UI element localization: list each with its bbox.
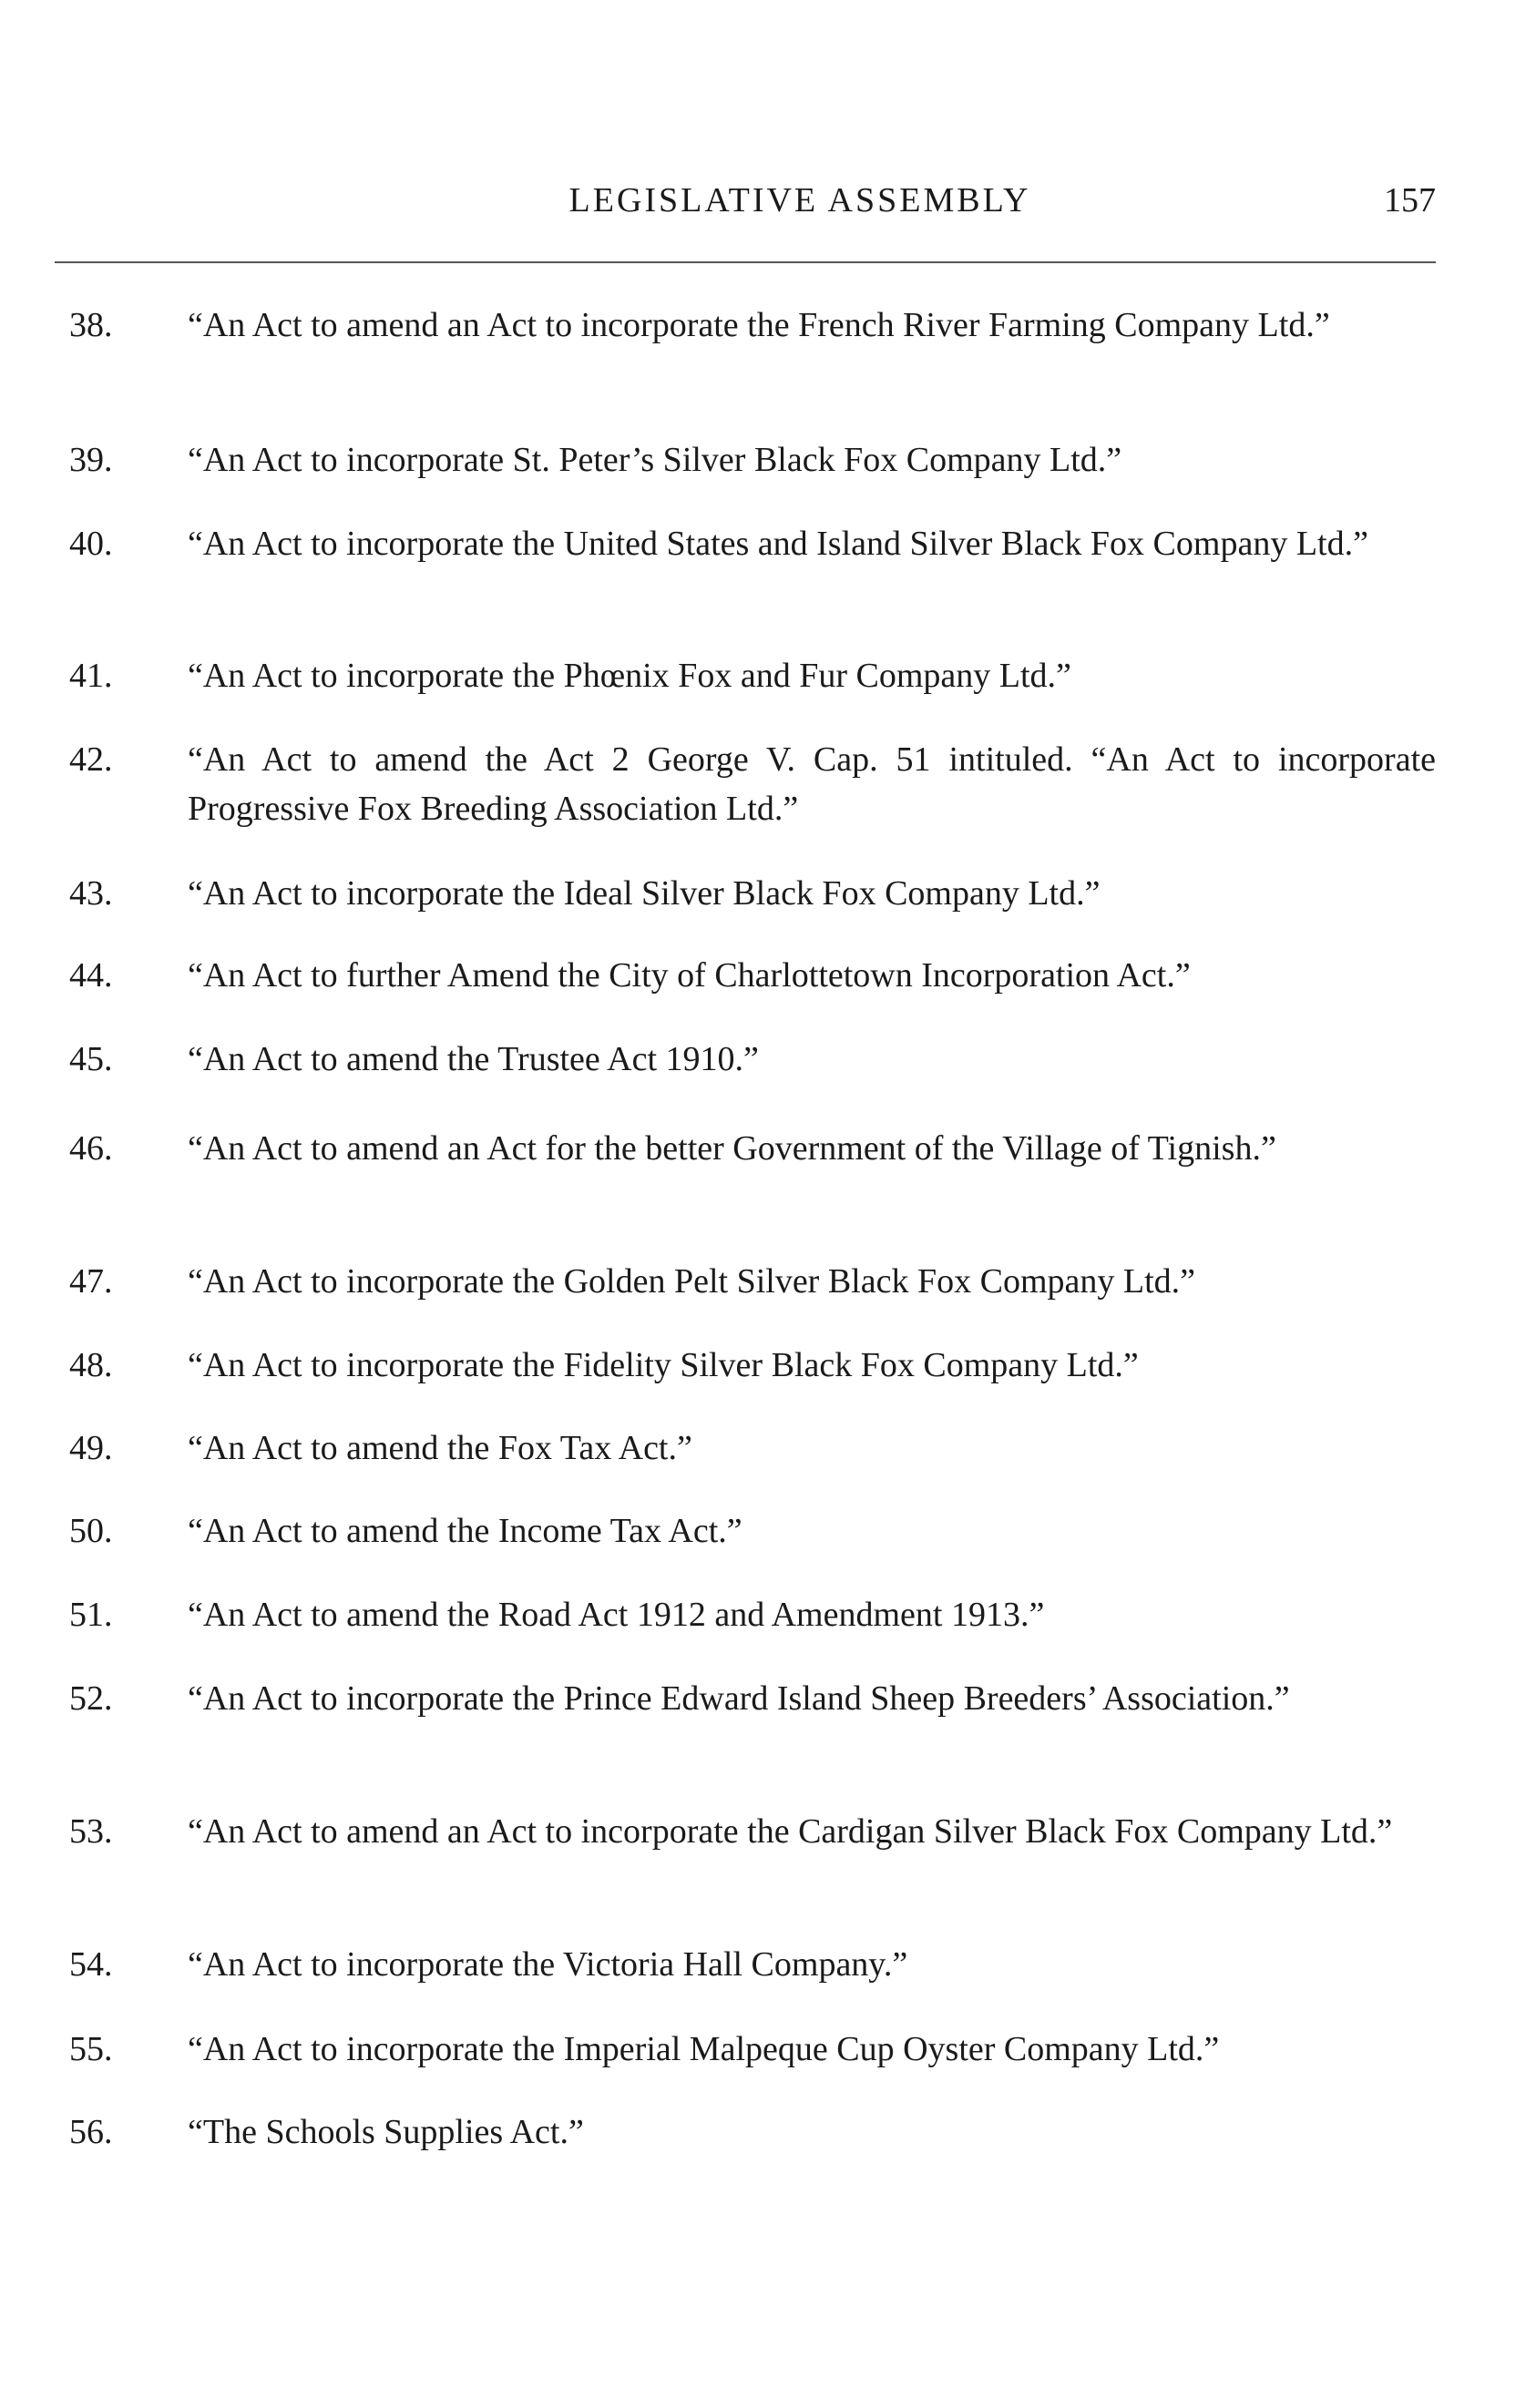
item-text: “An Act to amend the Act 2 George V. Cap. 51 intituled. “An Act to incorporate Progressive Fox Breeding Association Ltd.” <box>188 740 1436 828</box>
item-number: 43. <box>69 874 113 913</box>
item-text: “An Act to incorporate the Phœnix Fox and Fur Company Ltd.” <box>188 657 1071 695</box>
item-text: “An Act to amend the Fox Tax Act.” <box>188 1429 692 1467</box>
list-item <box>69 1124 1436 1173</box>
page-header <box>164 173 1436 228</box>
item-number: 38. <box>69 306 113 344</box>
item-text: “An Act to amend an Act to incorporate the French River Farming Company Ltd.” <box>188 306 1330 344</box>
item-text: “An Act to incorporate the Imperial Malpeque Cup Oyster Company Ltd.” <box>188 2030 1220 2068</box>
item-text: “An Act to incorporate the Golden Pelt Silver Black Fox Company Ltd.” <box>188 1262 1196 1301</box>
list-item <box>69 2107 1436 2157</box>
item-number: 45. <box>69 1040 113 1078</box>
list-item <box>69 519 1436 568</box>
item-number: 49. <box>69 1429 113 1467</box>
list-item <box>69 1257 1436 1306</box>
item-number: 47. <box>69 1262 113 1301</box>
item-number: 41. <box>69 657 113 695</box>
item-number: 50. <box>69 1512 113 1550</box>
item-text: “An Act to further Amend the City of Charlottetown Incorporation Act.” <box>188 956 1191 995</box>
list-item <box>69 651 1436 700</box>
item-number: 44. <box>69 956 113 995</box>
item-text: “An Act to incorporate the Ideal Silver Black Fox Company Ltd.” <box>188 874 1101 913</box>
item-text: “An Act to incorporate St. Peter’s Silver Black Fox Company Ltd.” <box>188 441 1122 479</box>
item-number: 54. <box>69 1945 113 1984</box>
item-number: 53. <box>69 1812 113 1851</box>
item-text: “An Act to amend an Act for the better Government of the Village of Tignish.” <box>188 1129 1276 1168</box>
list-item <box>69 435 1436 485</box>
item-number: 40. <box>69 525 113 563</box>
page-number: 157 <box>1384 181 1436 219</box>
item-text: “The Schools Supplies Act.” <box>188 2113 584 2151</box>
list-item <box>69 1590 1436 1639</box>
header-rule <box>55 261 1436 263</box>
list-item <box>69 951 1436 1000</box>
list-item <box>69 869 1436 918</box>
list-item <box>69 1506 1436 1556</box>
item-number: 42. <box>69 740 113 779</box>
item-number: 55. <box>69 2030 113 2068</box>
list-item <box>69 1341 1436 1390</box>
item-text: “An Act to incorporate the Victoria Hall Company.” <box>188 1945 908 1984</box>
list-item <box>69 735 1436 833</box>
item-text: “An Act to amend an Act to incorporate the Cardigan Silver Black Fox Company Ltd.” <box>188 1812 1393 1851</box>
list-item <box>69 2025 1436 2074</box>
running-title: LEGISLATIVE ASSEMBLY <box>568 181 1031 219</box>
list-item <box>69 1807 1436 1856</box>
item-number: 46. <box>69 1129 113 1168</box>
list-item <box>69 1940 1436 1989</box>
item-number: 51. <box>69 1596 113 1634</box>
list-item <box>69 301 1436 350</box>
item-number: 52. <box>69 1679 113 1718</box>
item-text: “An Act to incorporate the Prince Edward Island Sheep Breeders’ Association.” <box>188 1679 1290 1718</box>
item-text: “An Act to incorporate the Fidelity Silver Black Fox Company Ltd.” <box>188 1346 1139 1384</box>
item-number: 56. <box>69 2113 113 2151</box>
item-text: “An Act to incorporate the United States and Island Silver Black Fox Company Ltd.” <box>188 525 1368 563</box>
item-text: “An Act to amend the Trustee Act 1910.” <box>188 1040 759 1078</box>
list-item <box>69 1035 1436 1084</box>
list-item <box>69 1423 1436 1473</box>
item-number: 39. <box>69 441 113 479</box>
item-text: “An Act to amend the Road Act 1912 and Amendment 1913.” <box>188 1596 1045 1634</box>
item-number: 48. <box>69 1346 113 1384</box>
list-item <box>69 1674 1436 1723</box>
item-text: “An Act to amend the Income Tax Act.” <box>188 1512 742 1550</box>
